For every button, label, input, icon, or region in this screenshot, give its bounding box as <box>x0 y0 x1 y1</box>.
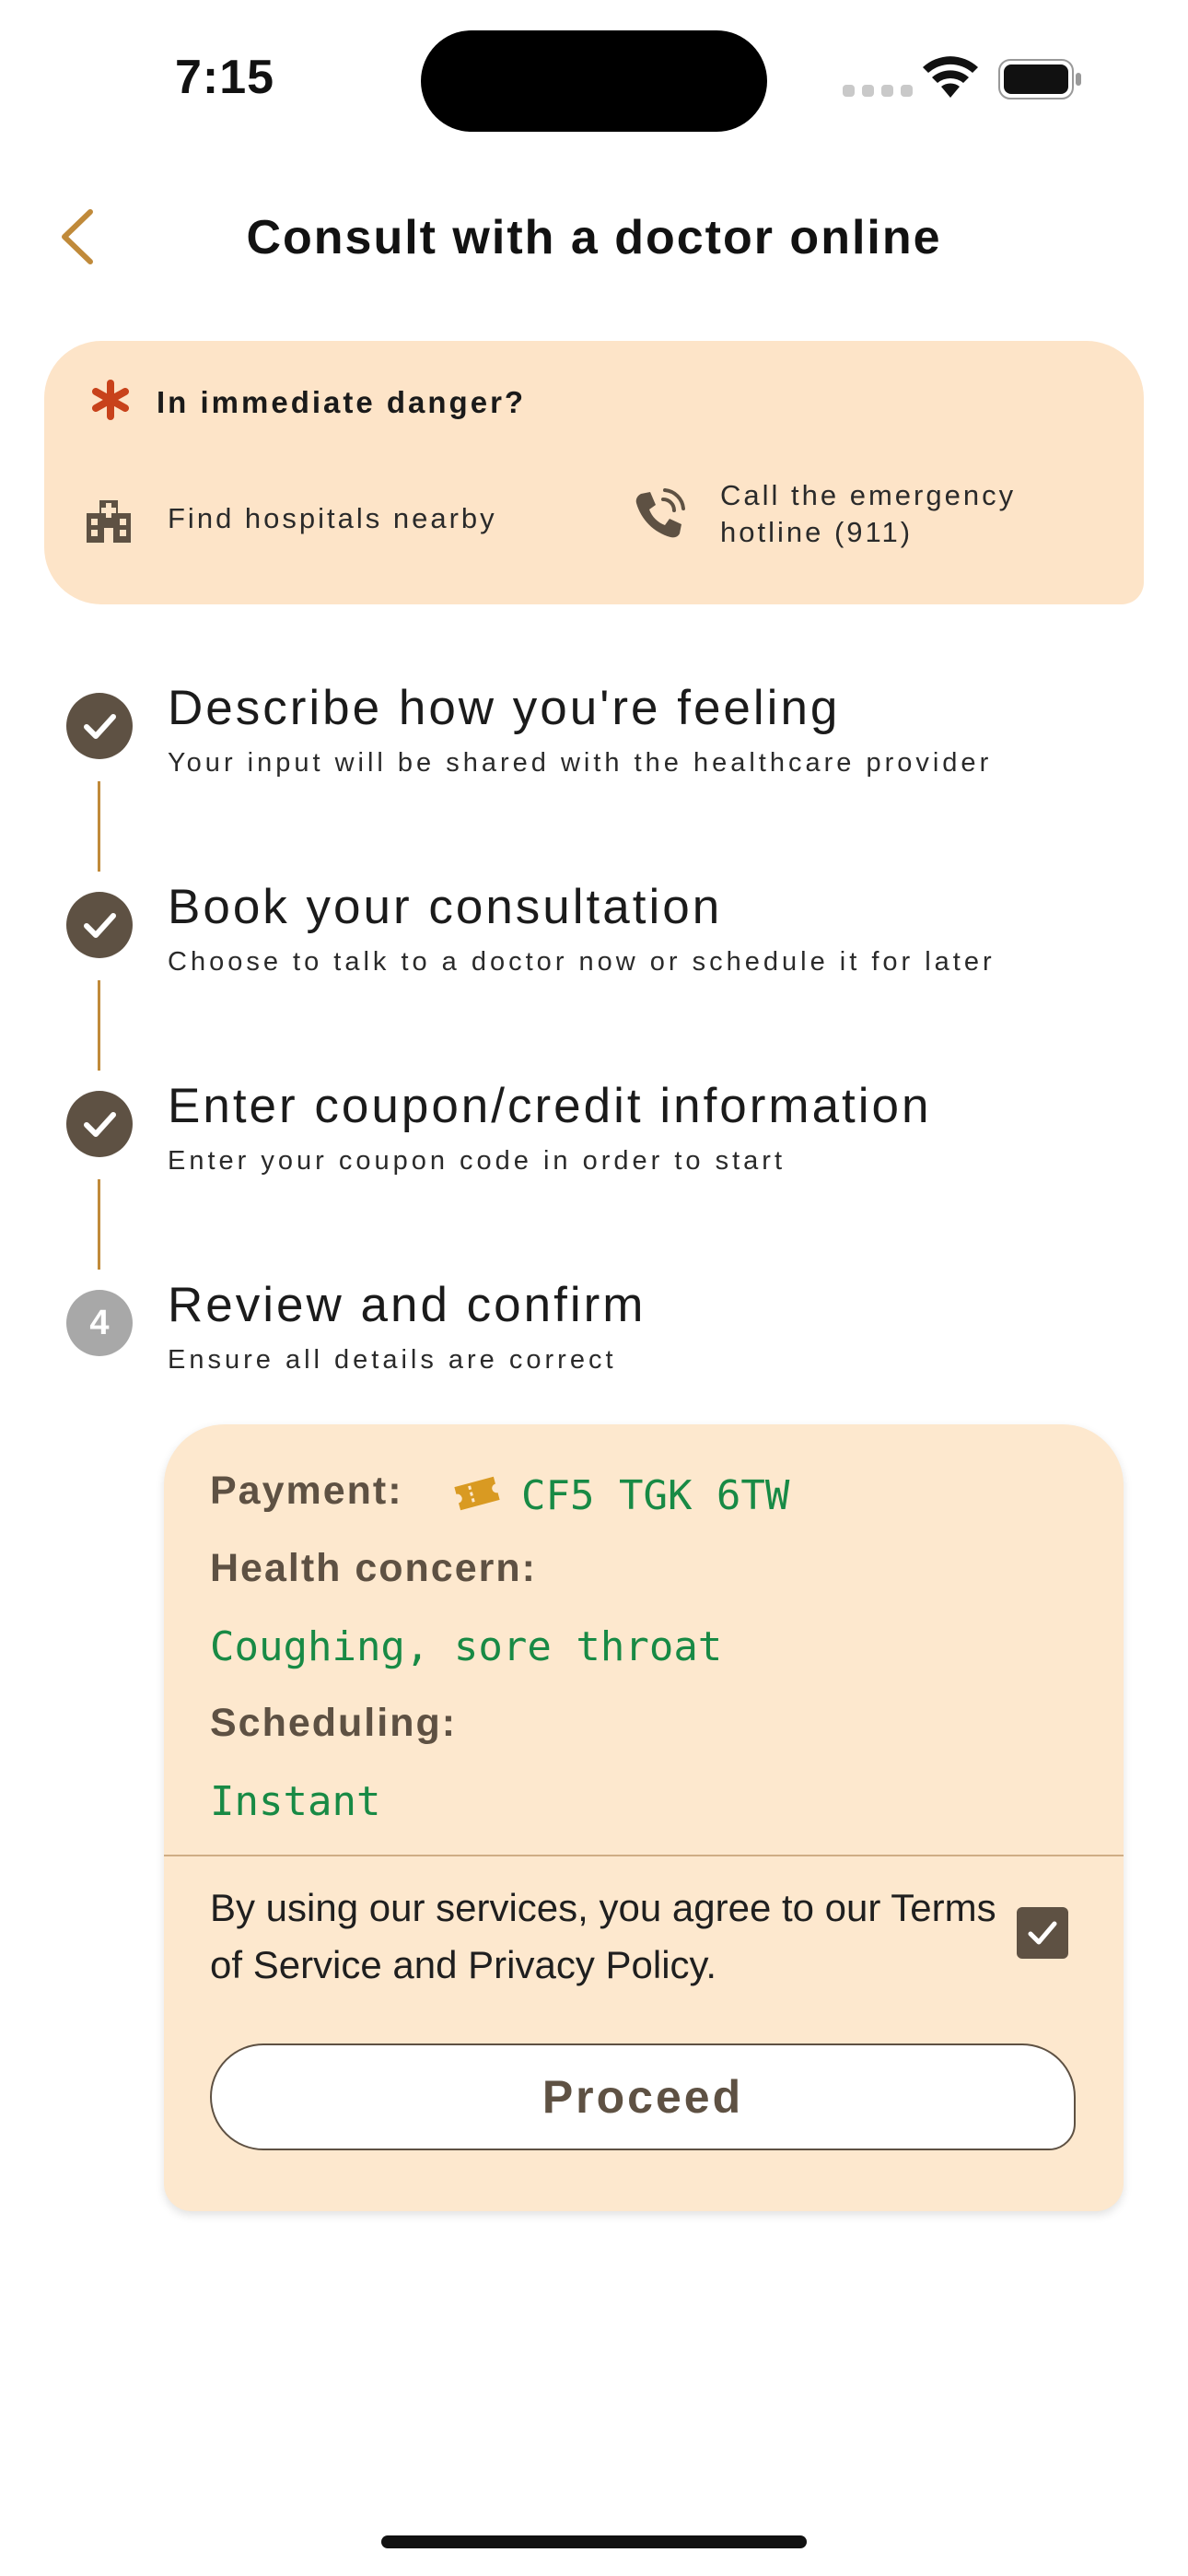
scheduling-value: Instant <box>210 1778 381 1825</box>
hospital-icon <box>83 493 134 544</box>
terms-text: By using our services, you agree to our Terms of Service and Privacy Policy. <box>210 1886 996 1986</box>
step-3-subtitle: Enter your coupon code in order to start <box>168 1146 786 1176</box>
signal-icon <box>843 85 913 97</box>
checkmark-icon <box>1024 1914 1061 1951</box>
step-1-subtitle: Your input will be shared with the healthcare provider <box>168 748 993 778</box>
step-2-title: Book your consultation <box>168 880 723 934</box>
dynamic-island <box>421 30 767 132</box>
step-connector <box>98 980 100 1071</box>
step-3-check-icon <box>66 1091 133 1157</box>
step-2-subtitle: Choose to talk to a doctor now or schedule it for later <box>168 947 996 977</box>
step-4-title: Review and confirm <box>168 1278 646 1332</box>
scheduling-label: Scheduling: <box>210 1701 458 1745</box>
terms-checkbox[interactable] <box>1017 1907 1068 1959</box>
step-3-title: Enter coupon/credit information <box>168 1079 932 1133</box>
home-indicator[interactable] <box>381 2535 807 2548</box>
proceed-button[interactable]: Proceed <box>210 2043 1076 2150</box>
payment-label: Payment: <box>210 1469 403 1513</box>
asterisk-icon <box>88 378 133 422</box>
step-4-number: 4 <box>89 1303 110 1342</box>
page-title: Consult with a doctor online <box>246 211 942 264</box>
find-hospitals-label: Find hospitals nearby <box>168 502 497 534</box>
phone-icon <box>632 486 687 542</box>
step-2-check-icon <box>66 892 133 958</box>
payment-code: CF5 TGK 6TW <box>521 1472 790 1519</box>
step-4-number-badge <box>66 1290 133 1356</box>
ticket-icon <box>453 1472 501 1515</box>
find-hospitals-link[interactable] <box>83 486 497 551</box>
emergency-title: In immediate danger? <box>157 385 527 419</box>
call-hotline-label: Call the emergency hotline (911) <box>720 479 1017 548</box>
step-4-subtitle: Ensure all details are correct <box>168 1345 617 1375</box>
step-connector <box>98 781 100 872</box>
health-concern-label: Health concern: <box>210 1546 537 1590</box>
wifi-icon <box>921 55 980 98</box>
step-connector <box>98 1179 100 1270</box>
emergency-card <box>44 341 1144 604</box>
battery-icon <box>998 59 1083 100</box>
health-concern-value: Coughing, sore throat <box>210 1623 723 1670</box>
step-1-check-icon <box>66 693 133 759</box>
divider <box>164 1855 1124 1856</box>
status-time: 7:15 <box>175 51 275 104</box>
step-1-title: Describe how you're feeling <box>168 681 841 735</box>
call-hotline-link[interactable] <box>632 477 1089 551</box>
